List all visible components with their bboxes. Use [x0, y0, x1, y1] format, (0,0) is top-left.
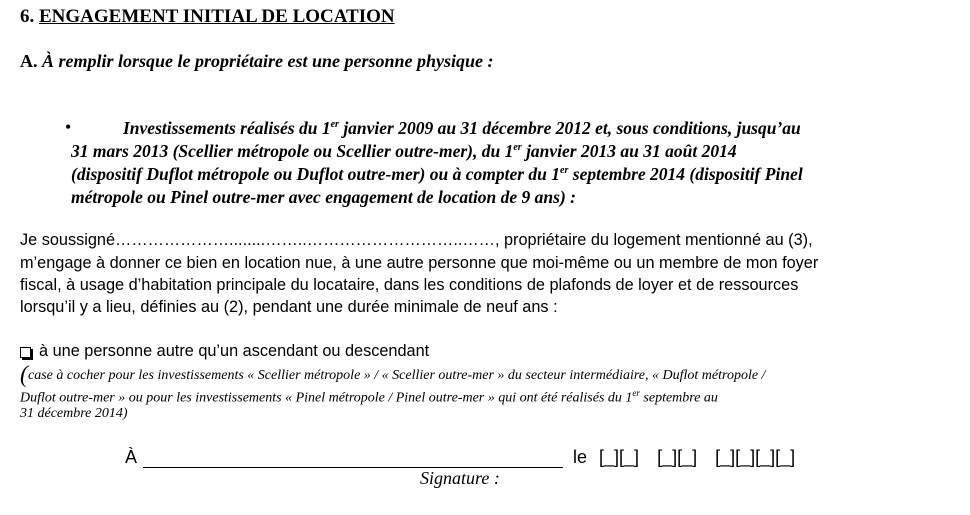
- subsection-heading: [20, 51, 494, 72]
- note-line-3: 31 décembre 2014): [20, 406, 128, 421]
- paragraph-line-4: lorsqu’il y a lieu, définies au (2), pendant une durée minimale de neuf ans :: [20, 298, 558, 316]
- date-day[interactable]: [_][_]: [599, 447, 640, 467]
- note-line-1: (case à cocher pour les investissements « Scellier métropole » / « Scellier outre-mer » du secteur intermédiaire, « Duflot métropole /: [20, 362, 766, 388]
- paragraph-line-3: fiscal, à usage d’habitation principale du locataire, dans les conditions de plafonds de loyer et de ressources: [20, 276, 799, 294]
- bullet-line-2: 31 mars 2013 (Scellier métropole ou Scellier outre-mer), du 1er janvier 2013 au 31 août 2014: [71, 141, 737, 161]
- subsection-text: À remplir lorsque le propriétaire est une personne physique :: [42, 51, 494, 71]
- paragraph-line-2: m’engage à donner ce bien en location nue, à une autre personne que moi-même ou un membre de mon foyer: [20, 254, 819, 272]
- date-label: le: [573, 447, 588, 467]
- section-number: 6.: [20, 6, 35, 27]
- checkbox-icon[interactable]: [20, 347, 31, 358]
- ascendant-checkbox-row[interactable]: [20, 342, 429, 361]
- section-heading: ENGAGEMENT INITIAL DE LOCATION: [39, 6, 395, 27]
- paragraph-line-1[interactable]: Je soussigné…………………........……..………………………..……, propriétaire du logement mentionné au (3),: [20, 231, 813, 249]
- bullet-marker: •: [65, 117, 72, 137]
- note-line-2: Duflot outre-mer » ou pour les investissements « Pinel métropole / Pinel outre-mer » qui ont été réalisés du 1er septembre au: [20, 388, 718, 406]
- signature-label: Signature :: [420, 468, 500, 488]
- date-year[interactable]: [_][_][_][_]: [715, 447, 796, 467]
- place-date-row: [125, 447, 795, 468]
- place-field[interactable]: [143, 449, 563, 468]
- bullet-line-4: métropole ou Pinel outre-mer avec engagement de location de 9 ans) :: [71, 187, 577, 207]
- subsection-letter: A.: [20, 51, 38, 71]
- checkbox-label: à une personne autre qu’un ascendant ou descendant: [39, 342, 430, 360]
- section-title: [20, 6, 395, 28]
- date-field[interactable]: [599, 447, 795, 468]
- bullet-line-3: (dispositif Duflot métropole ou Duflot outre-mer) ou à compter du 1er septembre 2014 (dispositif Pinel: [71, 164, 803, 184]
- bullet-line-1: Investissements réalisés du 1er janvier 2009 au 31 décembre 2012 et, sous conditions, jusqu’au: [123, 118, 801, 138]
- place-label: À: [125, 447, 138, 467]
- date-month[interactable]: [_][_]: [657, 447, 698, 467]
